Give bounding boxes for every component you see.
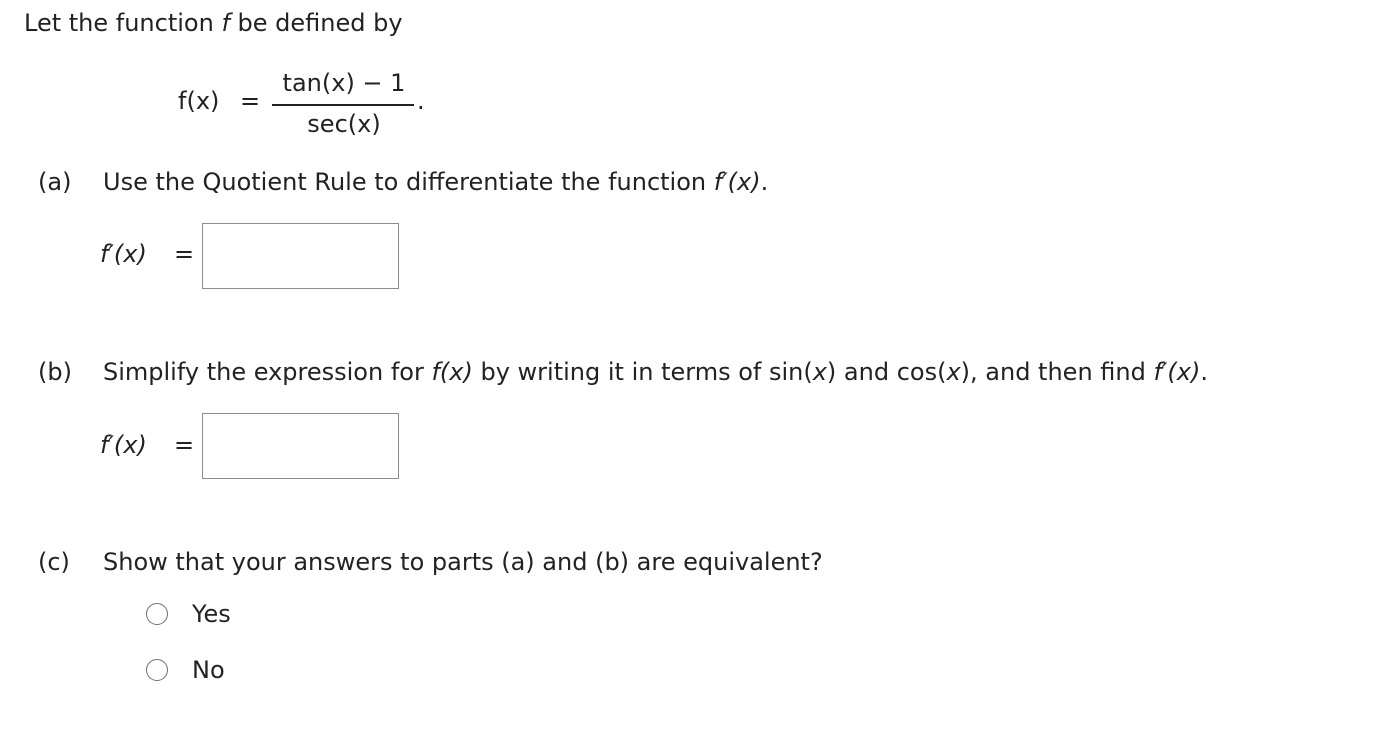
intro-prefix: Let the function [24, 9, 222, 37]
part-a-answer-equals: = [174, 240, 195, 268]
part-c-question: Show that your answers to parts (a) and (b) are equivalent? [103, 548, 823, 576]
part-a-text: Use the Quotient Rule to differentiate the function [103, 168, 714, 196]
part-b-period: . [1200, 358, 1208, 386]
option-no-label: No [192, 656, 225, 684]
option-yes[interactable] [146, 600, 231, 628]
definition-lhs: f(x) [178, 87, 220, 115]
part-a-question [103, 168, 768, 196]
part-b-answer-label [100, 431, 147, 459]
part-b-math-2: x [812, 358, 827, 386]
part-a-answer-math: f′(x) [100, 240, 147, 268]
part-b-label: (b) [38, 358, 72, 386]
option-no[interactable] [146, 656, 225, 684]
part-a-math: f′(x) [713, 168, 761, 196]
part-b-question [103, 358, 1208, 386]
problem-intro [24, 9, 403, 37]
option-yes-label: Yes [192, 600, 231, 628]
part-a-answer-label [100, 240, 147, 268]
definition-equals: = [240, 87, 261, 115]
part-a-answer-input[interactable] [202, 223, 399, 289]
definition-period: . [417, 87, 425, 115]
part-b-math-3: x [946, 358, 961, 386]
part-c-label: (c) [38, 548, 70, 576]
part-b-answer-input[interactable] [202, 413, 399, 479]
part-b-answer-equals: = [174, 431, 195, 459]
part-b-text-4: ), and then find [960, 358, 1154, 386]
part-b-math-1: f(x) [431, 358, 473, 386]
fraction-bar [272, 104, 414, 106]
part-b-answer-math: f′(x) [100, 431, 147, 459]
fraction-denominator: sec(x) [307, 110, 381, 138]
part-b-math-4: f′(x) [1153, 358, 1201, 386]
fraction-numerator: tan(x) − 1 [282, 69, 406, 97]
intro-function-name: f [221, 9, 230, 37]
radio-yes[interactable] [146, 603, 168, 625]
part-b-text-1: Simplify the expression for [103, 358, 432, 386]
part-b-text-2: by writing it in terms of sin( [472, 358, 813, 386]
part-a-period: . [760, 168, 769, 196]
intro-suffix: be defined by [229, 9, 403, 37]
radio-no[interactable] [146, 659, 168, 681]
part-a-label: (a) [38, 168, 72, 196]
part-b-text-3: ) and cos( [826, 358, 947, 386]
